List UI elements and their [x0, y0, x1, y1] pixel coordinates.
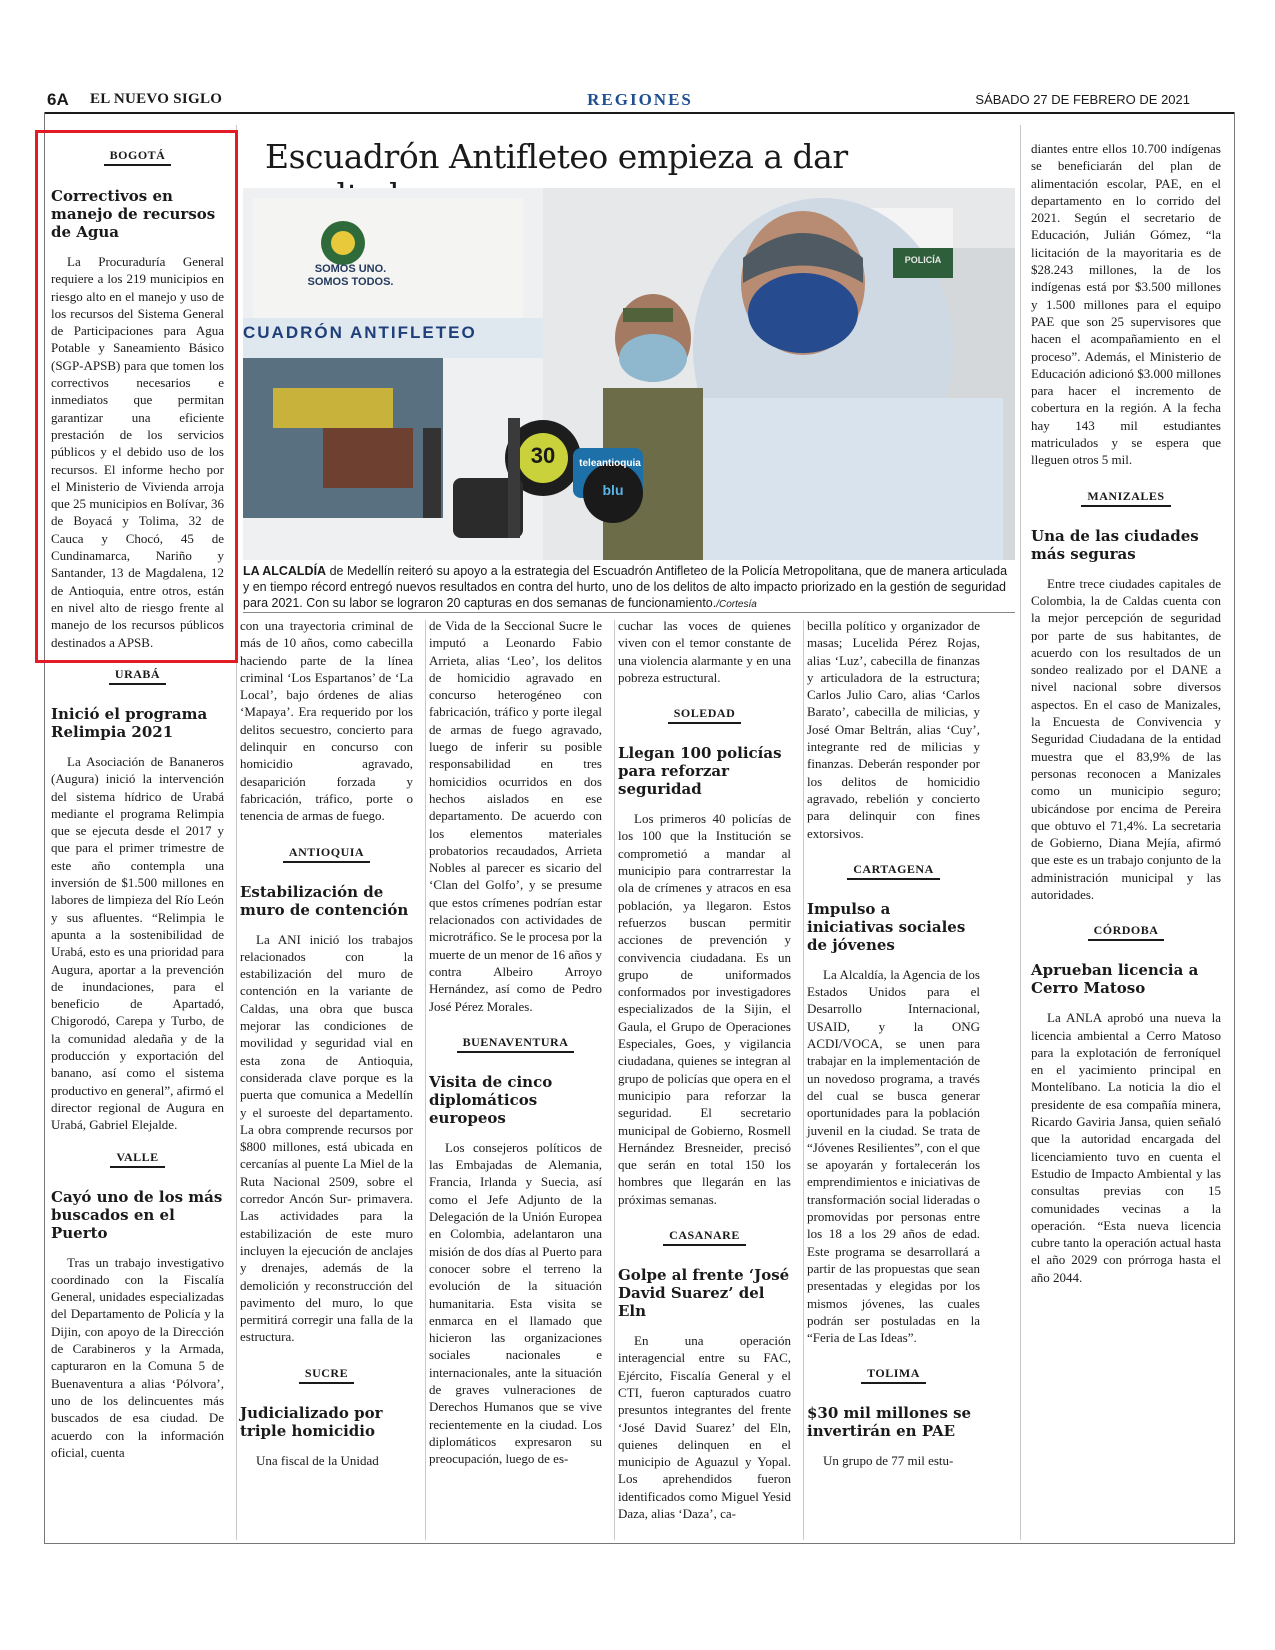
- article-body: La Alcaldía, la Agencia de los Estados Unidos para el Desarrollo Internacional, USAID, y la ONG ACDI/VOCA, se unen para trabajar en la implementación de un novedoso programa, a través del cual se busca generar oportunidades para la población juvenil en la ciudad. Se trata de “Jóvenes Resilientes”, con el que se apoyarán y fortalecerán los emprendimientos e iniciativas de transformación social lideradas o promovidas por personas entre los 18 a los 29 años de edad. Este programa se desarrollará a partir de las propuestas que sean presentadas y elegidas por los mismos jóvenes, las cuales podrán ser postuladas en la “Feria de Las Ideas”.: [807, 966, 980, 1346]
- article-headline: Visita de cinco diplomáticos europeos: [429, 1072, 553, 1127]
- article-body: Una fiscal de la Unidad: [256, 1452, 379, 1468]
- article-body: La ANI inició los trabajos relacionados con la estabilización del muro de contención en la variante de Caldas, una obra que busca mejorar las condiciones de movilidad y seguridad vial en esta zona de Antioquia, considerada clave porque es la puerta que comunica a Medellín y el suroeste del departamento. La obra comprende recursos por $800 millones, está ubicada en cercanías al puente La Miel de la Ruta Nacional 2509, sobre el corredor Ancón Sur- primavera. Las actividades para la estabilización de este muro incluyen la ejecución de anclajes y drenajes, además de la demolición y reconstrucción del pavimento del muro, lo que permitirá corregir una falla de la estructura.: [240, 931, 413, 1345]
- column-1-lower: [51, 663, 224, 1461]
- article-body: Los consejeros políticos de las Embajadas de Alemania, Francia, Irlanda y Suecia, así como el Jefe Adjunto de la Delegación de la Unión Europea en Colombia, adelantaron una misión de dos días al Puerto para conocer sobre el terreno la evolución de la situación humanitaria. Esta visita se enmarca en el llamado que hicieron las organizaciones sociales nacionales e internacionales, ante la situación de graves vulneraciones de Derechos Humanos que se vive recientemente en la ciudad. Los diplomáticos expresaron su preocupación, luego de es-: [429, 1139, 602, 1467]
- photo-illustration: [243, 188, 1015, 560]
- page-frame-right: [1234, 112, 1235, 1544]
- column-6: [1031, 140, 1221, 1286]
- column-divider: [614, 620, 615, 1540]
- mic-logo-channel: 30: [530, 443, 556, 468]
- section-tag-bogota: BOGOTÁ: [104, 147, 172, 166]
- article-body-continued: diantes entre ellos 10.700 indígenas se beneficiarán del plan de alimentación escolar, PAE, en el departamento en lo corrido del 2021. Según el secretario de Educación, Julián Gómez, “la licitación de la mayoritaria es de $28.243 millones, la de los indígenas está por $3.500 millones y 1.500 millones para el equipo PAE que son 25 supervisores que hacen el acompañamiento en el proceso”. Además, el Ministerio de Educación adicionó $3.000 millones para hacer el incremento de cobertura en la región. A la fecha hay 143 mil estudiantes matriculados y se espera que lleguen otros 5 mil.: [1031, 141, 1221, 468]
- issue-date: SÁBADO 27 DE FEBRERO DE 2021: [975, 92, 1190, 107]
- article-body-continued: de Vida de la Seccional Sucre le imputó a Leonardo Fabio Arrieta, alias ‘Leo’, los delitos de homicidio agravado en concurso heterogéneo con fabricación, tráfico y porte ilegal de armas de fuego agravado, luego de inferir su posible responsabilidad en tres homicidios ocurridos en dos hechos aislados en ese departamento. De acuerdo con los elementos materiales probatorios recaudados, Arrieta Nobles al parecer es sicario del ‘Clan del Golfo’, y se presume que estos crímenes podrían estar relacionados con actividades de microtráfico. Se le procesa por la muerte de un menor de 16 años y contra Albeiro Arroyo Hernández, así como de Pedro José Pérez Morales.: [429, 618, 602, 1014]
- article-body: Los primeros 40 policías de los 100 que la Institución se comprometió a mandar al municipio para contrarrestar la ola de crímenes y atracos en esa población, ya llegaron. Estos refuerzos buscan permitir acciones de prevención y convivencia ciudadana. Es un grupo de uniformados conformados por investigadores especializados de la Sijin, el Gaula, el Grupo de Operaciones Especiales, Goes, y vigilancia ciudadana, quienes se integran al grupo de policías que opera en el municipio para reforzar la seguridad. El secretario municipal de Gobierno, Rosmell Hernández Bresneider, precisó que serán en total 150 los hombres que llegarán en las próximas semanas.: [618, 811, 791, 1207]
- article-headline: $30 mil millones se invertirán en PAE: [807, 1404, 972, 1441]
- article-headline: Inició el programa Relimpia 2021: [51, 705, 208, 741]
- article-body: Entre trece ciudades capitales de Colombia, la de Caldas cuenta con la mejor percepción de seguridad por parte de sus habitantes, de acuerdo con los resultados de un sondeo realizado por el DANE a nivel nacional sobre diversos aspectos. En el caso de Manizales, la Encuesta de Convivencia y Seguridad Ciudadana de la entidad muestra que el 83,9% de las personas reconocen a Manizales como un municipio seguro; ubicándose por encima de Pereira que obtuvo el 71,4%. La secretaria de Gobierno, Diana Mejía, afirmó que este es un trabajo conjunto de la administración municipal y las autoridades.: [1031, 575, 1221, 902]
- article-headline: Llegan 100 policías para reforzar seguridad: [618, 744, 782, 799]
- article-body: La Asociación de Bananeros (Augura) inició la intervención del sistema hídrico de Urabá mediante el programa Relimpia que se ejecuta desde el 2017 y que para el primer trimestre de este año contempla una inversión de $1.500 millones en labores de limpieza del Río León y sus afluentes. “Relimpia le apunta a la sostenibilidad de Urabá, esto es una prioridad para Augura, aportar a la prevención de inundaciones, para el beneficio de Apartadó, Chigorodó, Carepa y Turbo, de la comunidad aledaña y de la producción y exportación del banano, así como el sistema productivo en general”, afirmó el director regional de Augura en Urabá, Gabriel Elejalde.: [51, 754, 224, 1133]
- article-body: La Procuraduría General requiere a los 219 municipios en riesgo alto en el manejo y uso de los recursos del Sistema General de Participaciones para Agua Potable y Saneamiento Básico (SGP-APSB) para que tomen los correctivos necesarios e inmediatos que permitan garantizar una eficiente prestación de los servicios públicos y el debido uso de los recursos. El informe hecho por el Ministerio de Vivienda arroja que 25 municipios en Bolívar, 36 de Boyacá y Tolima, 32 de Cauca y Chocó, 45 de Cundinamarca, Nariño y Santander, 13 de Magdalena, 12 de Antioquia, entre otros, están en nivel alto de riesgo frente al manejo de los recursos públicos destinados a APSB.: [51, 254, 224, 650]
- article-headline: Impulso a iniciativas sociales de jóvenes: [807, 899, 966, 954]
- column-divider: [425, 620, 426, 1540]
- article-headline: Cayó uno de los más buscados en el Puerto: [51, 1187, 223, 1242]
- article-body: En una operación interagencial entre su FAC, Ejército, Fiscalía General y el CTI, fueron capturados cuatro presuntos integrantes del frente ‘José David Suarez’ del Eln, quienes delinquen en el municipio de Aguazul y Yopal. Los aprehendidos fueron identificados como Miguel Yesid Daza, alias ‘Daza’, ca-: [618, 1333, 791, 1521]
- article-headline: Judicializado por triple homicidio: [240, 1403, 383, 1440]
- article-body-continued: cuchar las voces de quienes viven con el temor constante de una violencia alarmante y en una pobreza estructural.: [618, 618, 791, 685]
- article-body: Tras un trabajo investigativo coordinado con la Fiscalía General, unidades especializadas del Departamento de Policía y la Dijin, con apoyo de la Dirección de Carabineros y la Armada, capturaron en la Comuna 5 de Buenaventura a alias ‘Pólvora’, uno de los delincuentes más buscados de esa ciudad. De acuerdo con la información oficial, cuenta: [51, 1254, 224, 1460]
- section-tag-casanare: CASANARE: [663, 1227, 746, 1246]
- article-headline: Correctivos en manejo de recursos de Agua: [51, 187, 216, 241]
- caption-text: de Medellín reiteró su apoyo a la estrategia del Escuadrón Antifleteo de la Policía Metropolitana, que de manera articulada y en tiempo récord entregó nuevos resultados en contra del hurto, uno de los delitos de alto impacto priorizado en la gestión de seguridad para 2021. Con su labor se lograron 20 capturas en dos semanas de funcionamiento.: [243, 564, 1008, 610]
- caption-credit: /Cortesía: [716, 599, 757, 610]
- column-5: [807, 617, 980, 1470]
- article-body-continued: becilla político y organizador de masas; Lucelida Pérez Rojas, alias ‘Luz’, cabecilla de finanzas y articuladora de la estructura; Carlos Julio Caro, alias ‘Carlos Barato’, cabecilla de milicias, y José Omar Beltrán, alias ‘Cuy’, integrante red de milicias y finanzas. Deberán responder por los delitos de homicidio agravado, rebelión y concierto para delinquir con fines extorsivos.: [807, 618, 980, 841]
- column-1: [51, 144, 224, 651]
- section-tag-manizales: MANIZALES: [1081, 488, 1170, 507]
- section-tag-buenaventura: BUENAVENTURA: [457, 1034, 575, 1053]
- article-headline: Aprueban licencia a Cerro Matoso: [1031, 961, 1199, 998]
- section-title: REGIONES: [587, 90, 693, 109]
- news-photo: [243, 188, 1015, 560]
- section-tag-cordoba: CÓRDOBA: [1088, 922, 1165, 941]
- main-headline: Escuadrón Antifleteo empieza a dar: [265, 137, 848, 176]
- page-frame-bottom: [44, 1543, 1235, 1544]
- banner-slogan: SOMOS UNO. SOMOS TODOS.: [307, 263, 394, 288]
- column-2: [240, 617, 413, 1469]
- section-tag-antioquia: ANTIOQUIA: [283, 844, 370, 863]
- vest-text: POLICÍA: [904, 255, 942, 265]
- newspaper-name: EL NUEVO SIGLO: [90, 91, 223, 107]
- section-tag-cartagena: CARTAGENA: [847, 861, 940, 880]
- article-headline: Estabilización de muro de contención: [240, 882, 409, 919]
- column-4: [618, 617, 791, 1522]
- article-body: Un grupo de 77 mil estu-: [823, 1453, 954, 1469]
- mic-logo-teleantioquia: teleantioquia: [579, 458, 641, 469]
- section-tag-uraba: URABÁ: [109, 666, 166, 685]
- photo-caption: [243, 563, 1015, 613]
- section-tag-valle: VALLE: [110, 1149, 164, 1168]
- article-body: La ANLA aprobó una nueva la licencia ambiental a Cerro Matoso para la explotación de ferroníquel en el yacimiento principal en Montelíbano. La noticia la dio el presidente de esa compañía minera, Ricardo Gaviria Jansa, quien señaló que la autoridad encargada del licenciamiento tuvo en cuenta el Estudio de Impacto Ambiental y las consultas previas con 15 comunidades vecinas a la operación. “Esta nueva licencia cubre tanto la operación actual hasta el año 2029 con prórroga hasta el año 2044.: [1031, 1010, 1221, 1285]
- caption-lead: LA ALCALDÍA: [243, 564, 327, 578]
- page-number: 6A: [47, 90, 69, 109]
- header-rule: [44, 112, 1234, 114]
- mic-logo-blu: blu: [602, 482, 624, 498]
- article-headline: Golpe al frente ‘José David Suarez’ del Eln: [618, 1266, 790, 1321]
- section-tag-tolima: TOLIMA: [861, 1365, 926, 1384]
- column-3: [429, 617, 602, 1467]
- article-body-continued: con una trayectoria criminal de más de 10 años, como cabecilla haciendo parte de la línea criminal ‘Los Espartanos’ de ‘La Local’, bajo órdenes de alias ‘Mapaya’. Era requerido por los delitos secuestro, concierto para delinquir en concurso con homicidio agravado, desaparición forzada y fabricación, tráfico, porte o tenencia de armas de fuego.: [240, 618, 413, 824]
- article-headline: Una de las ciudades más seguras: [1031, 526, 1199, 563]
- column-divider: [1020, 125, 1021, 1540]
- section-tag-soledad: SOLEDAD: [668, 705, 742, 724]
- banner-text: CUADRÓN ANTIFLETEO: [243, 323, 477, 342]
- column-divider: [803, 620, 804, 1540]
- section-tag-sucre: SUCRE: [299, 1365, 354, 1384]
